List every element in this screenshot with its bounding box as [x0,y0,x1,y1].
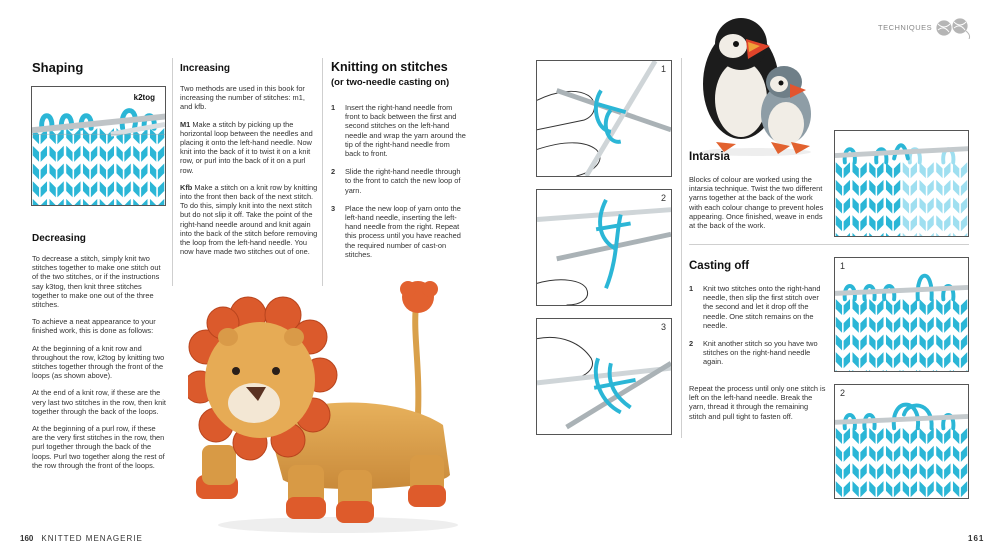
intarsia-body: Blocks of colour are worked using the intarsia technique. Twist the two different yarns together at the back of the work with each colour change to prevent holes appearing. Once finished, weave in ends at the back of the work. [689,175,824,231]
knitting-on-diagram-1 [536,60,672,177]
section-label: TECHNIQUES [878,23,933,32]
left-page-number: 160 [20,534,34,543]
increasing-intro: Two methods are used in this book for increasing the number of stitches: m1, and kfb. [180,84,305,112]
knitting-on-steps [331,103,467,268]
intarsia-diagram [834,130,969,237]
shaping-heading: Shaping [32,60,84,75]
decreasing-heading: Decreasing [32,233,86,244]
increasing-body [180,84,318,264]
column-divider [172,58,173,286]
diagram-number: 1 [840,261,846,271]
decreasing-paragraph: At the end of a knit row, if these are the very last two stitches in the row, then knit together through the back of the loops. [32,388,166,416]
casting-off-heading: Casting off [689,260,750,272]
column-divider [322,58,323,286]
knitting-on-subheading: (or two-needle casting on) [331,77,450,88]
diagram-number: 2 [660,193,666,203]
casting-off-diagram-1 [834,257,969,372]
step-text: Knit two stitches onto the right-hand needle, then slip the first stitch over the second and let it drop off the needle. One stitch remains on the needle. [703,284,821,330]
knitting-on-heading: Knitting on stitches [331,60,448,74]
book-title: KNITTED MENAGERIE [41,534,143,543]
step-number: 1 [331,103,336,112]
kfb-term: Kfb [180,182,193,192]
step-text: Slide the right-hand needle through to the front to catch the new loop of yarn. [345,167,461,195]
decreasing-paragraph: To decrease a stitch, simply knit two stitches together to make one stitch out of the two stitches, or if the instructions say k3tog, then knit three stitches together to make one out of the three stitches. [32,254,161,310]
kfb-paragraph [180,183,318,257]
diagram-number: 2 [840,388,846,398]
decreasing-paragraph: At the beginning of a purl row, if these are the very first stitches in the row, then purl together through the back of the loops. Purl two together along the rest of the row through the front of the loops. [32,424,165,470]
kfb-text: Make a stitch on a knit row by knitting into the front then back of the next stitch. To do this, simply knit into the next stitch but do not slip it off. Take the point of the right-hand needle around and knit again into the back of the stitch before removing the loop from the left-hand needle. You now have made two stitches out of one. [180,182,318,257]
knitting-on-step [331,103,467,158]
knitting-on-step [331,204,467,259]
decreasing-paragraph: At the beginning of a knit row and throughout the row, k2tog by knitting two stitches together through the front of the loops (as shown above). [32,343,165,381]
step-text: Knit another stitch so you have two stitches on the right-hand needle again. [703,339,818,367]
k2tog-label: k2tog [133,93,155,102]
casting-off-step [689,339,827,367]
k2tog-diagram [31,86,166,206]
column-divider [681,58,682,438]
knitting-on-diagram-2 [536,189,672,306]
m1-text: Make a stitch by picking up the horizontal loop between the needles and placing it onto the left-hand needle. Now knit into the back of it to twist it on a knit row, or purl into the back of it on a purl row. [180,119,313,175]
casting-off-step [689,284,827,330]
decreasing-body [32,254,167,478]
m1-paragraph [180,120,318,175]
knitting-on-diagram-3 [536,318,672,435]
yarn-balls-icon [933,15,973,39]
casting-off-steps [689,284,827,376]
m1-term: M1 [180,119,191,129]
section-divider [689,244,969,245]
intarsia-heading: Intarsia [689,151,730,163]
casting-off-diagram-2 [834,384,969,499]
step-number: 2 [689,339,694,349]
step-number: 1 [689,284,694,293]
right-page-number: 161 [968,534,985,543]
casting-off-closing: Repeat the process until only one stitch is left on the left-hand needle. Break the yarn, thread it through the remaining stitch and pull tight to fasten off. [689,384,826,421]
left-page-footer [20,534,143,543]
diagram-number: 3 [660,322,666,332]
increasing-heading: Increasing [180,63,231,74]
step-number: 2 [331,167,336,177]
diagram-number: 1 [660,64,666,74]
step-text: Insert the right-hand needle from front to back between the first and second stitches on the left-hand needle and wrap the yarn around the tip of the right-hand needle from back to front. [345,103,466,159]
step-text: Place the new loop of yarn onto the left-hand needle, inserting the left-hand needle from the right. Repeat this process until you have reached the required number of cast-on stitches. [345,203,461,259]
step-number: 3 [331,203,336,213]
knitting-on-step [331,167,467,195]
knitted-lion-photo [188,275,480,535]
knitted-puffins-photo [686,4,826,156]
decreasing-paragraph: To achieve a neat appearance to your finished work, this is done as follows: [32,317,156,336]
